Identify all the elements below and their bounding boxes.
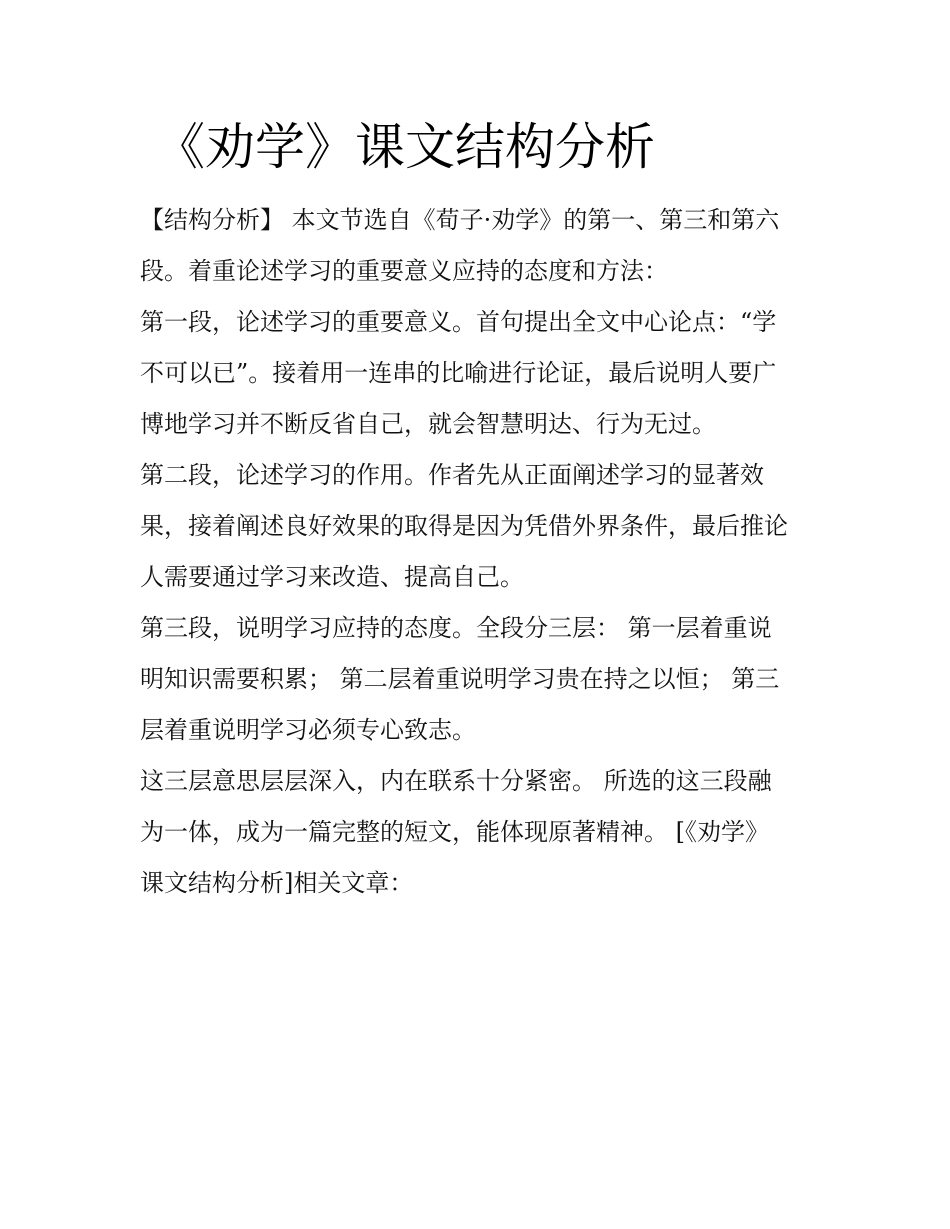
body-line: 为一体，成为一篇完整的短文，能体现原著精神。 [《劝学》	[140, 818, 769, 846]
body-line: 第三段，说明学习应持的态度。全段分三层： 第一层着重说	[140, 614, 772, 642]
body-line: 博地学习并不断反省自己，就会智慧明达、行为无过。	[140, 410, 716, 438]
body-line: 【结构分析】 本文节选自《荀子·劝学》的第一、第三和第六	[140, 206, 780, 234]
body-line: 果，接着阐述良好效果的取得是因为凭借外界条件，最后推论	[140, 512, 788, 540]
body-line: 课文结构分析]相关文章：	[140, 869, 414, 897]
body-line: 不可以已”。接着用一连串的比喻进行论证，最后说明人要广	[140, 359, 777, 387]
body-line: 第一段，论述学习的重要意义。首句提出全文中心论点：“学	[140, 308, 777, 336]
body-line: 第二段，论述学习的作用。作者先从正面阐述学习的显著效	[140, 461, 764, 489]
body-line: 明知识需要积累； 第二层着重说明学习贵在持之以恒； 第三	[140, 665, 780, 693]
body-line: 这三层意思层层深入，内在联系十分紧密。 所选的这三段融	[140, 767, 772, 795]
body-line: 人需要通过学习来改造、提高自己。	[140, 563, 524, 591]
body-line: 段。着重论述学习的重要意义应持的态度和方法：	[140, 257, 668, 285]
document-title: 《劝学》课文结构分析	[155, 118, 655, 176]
document-body	[140, 195, 820, 909]
body-line: 层着重说明学习必须专心致志。	[140, 716, 476, 744]
